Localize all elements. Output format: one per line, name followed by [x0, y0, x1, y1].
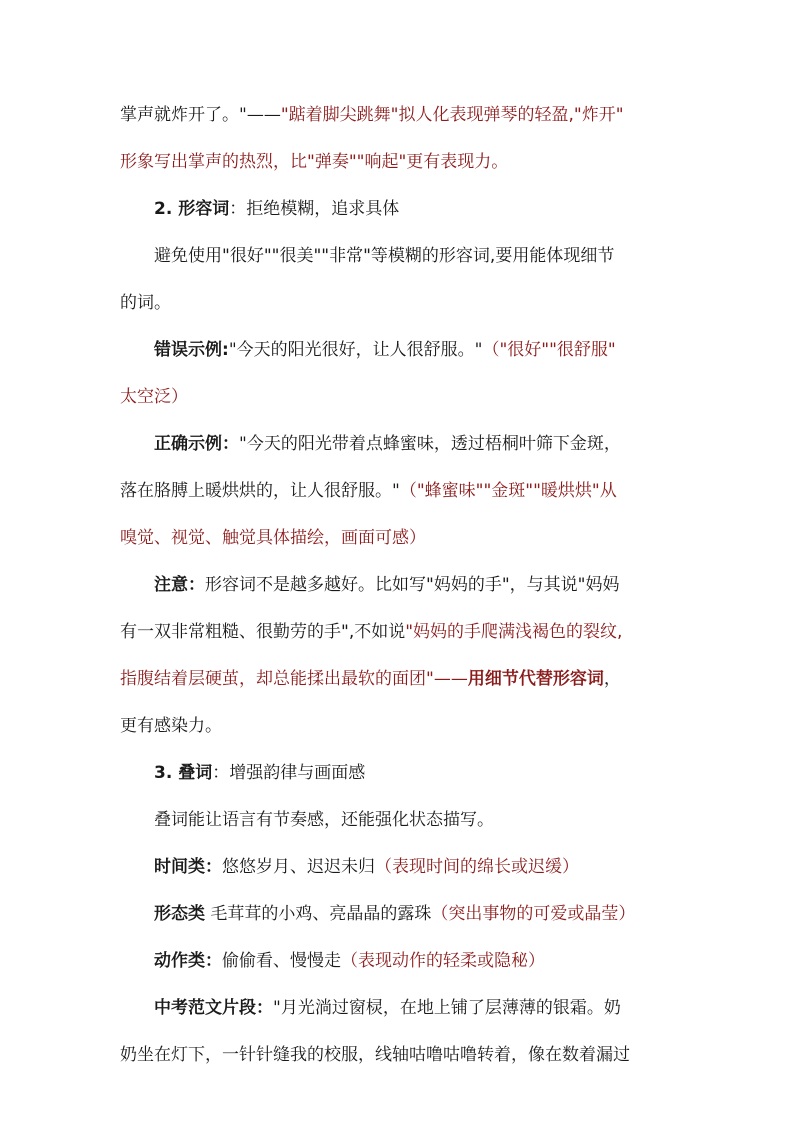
text-line: 掌声就炸开了。"——"踮着脚尖跳舞"拟人化表现弹琴的轻盈,"炸开"	[120, 105, 624, 125]
text-line: 的词。	[120, 293, 171, 313]
text-line: 更有感染力。	[120, 716, 222, 736]
text-line: 嗅觉、视觉、触觉具体描绘，画面可感）	[120, 528, 426, 548]
text-line: 有一双非常粗糙、很勤劳的手",不如说"妈妈的手爬满浅褐色的裂纹,	[120, 622, 623, 642]
category-form: 形态类 毛茸茸的小鸡、亮晶晶的露珠（突出事物的可爱或晶莹）	[154, 904, 636, 924]
section-heading-reduplication: 3. 叠词：增强韵律与画面感	[154, 763, 366, 783]
section-heading-adjective: 2. 形容词：拒绝模糊，追求具体	[154, 199, 400, 219]
category-time: 时间类：悠悠岁月、迟迟未归（表现时间的绵长或迟缓）	[154, 857, 579, 877]
document-body	[120, 92, 680, 1079]
text-line: 避免使用"很好""很美""非常"等模糊的形容词,要用能体现细节	[154, 246, 615, 266]
text-line: 太空泛）	[120, 387, 188, 407]
text-line: 指腹结着层硬茧，却总能揉出最软的面团"——用细节代替形容词，	[120, 669, 621, 689]
text-line: 落在胳膊上暖烘烘的，让人很舒服。"（"蜂蜜味""金斑""暖烘烘"从	[120, 481, 617, 501]
exam-excerpt: 中考范文片段："月光淌过窗棂，在地上铺了层薄薄的银霜。奶	[154, 998, 621, 1018]
wrong-example: 错误示例:"今天的阳光很好，让人很舒服。"（"很好""很舒服"	[154, 340, 616, 360]
correct-example: 正确示例："今天的阳光带着点蜂蜜味，透过梧桐叶筛下金斑，	[154, 434, 621, 454]
text-line: 叠词能让语言有节奏感，还能强化状态描写。	[154, 810, 494, 830]
text-line: 形象写出掌声的热烈，比"弹奏""响起"更有表现力。	[120, 152, 509, 172]
category-action: 动作类：偷偷看、慢慢走（表现动作的轻柔或隐秘）	[154, 951, 545, 971]
text-line: 奶坐在灯下，一针针缝我的校服，线轴咕噜咕噜转着，像在数着漏过	[120, 1045, 630, 1065]
note-paragraph: 注意：形容词不是越多越好。比如写"妈妈的手"，与其说"妈妈	[154, 575, 620, 595]
